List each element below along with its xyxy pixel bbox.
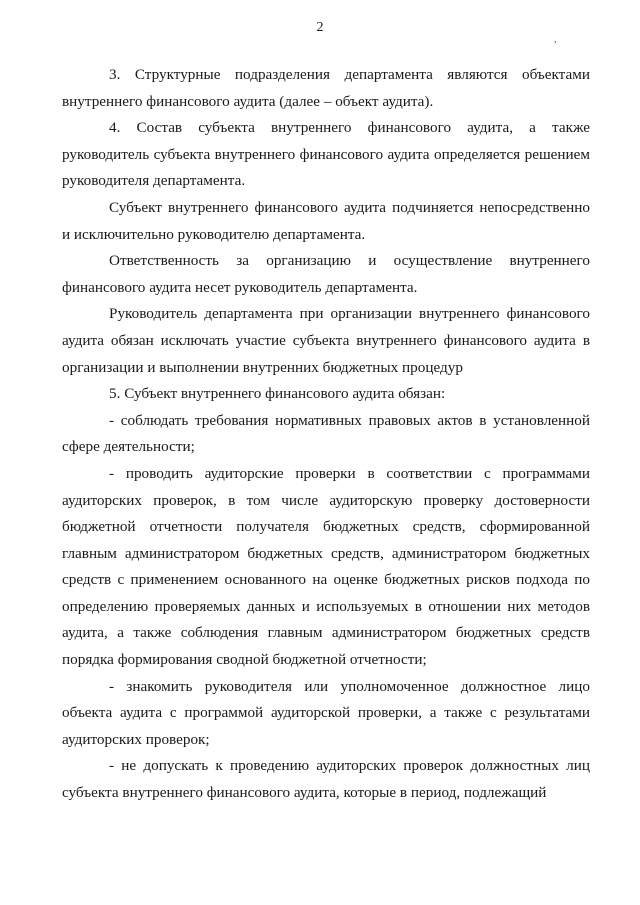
paragraph-responsibility: Ответственность за организацию и осуществление внутреннего финансового аудита несет руководитель департамента. [62, 252, 590, 296]
paragraph-subordination: Субъект внутреннего финансового аудита подчиняется непосредственно и исключительно руководителю департамента. [62, 198, 590, 243]
list-item-conduct-audits: - проводить аудиторские проверки в соответствии с программами аудиторских проверок, в том числе аудиторскую проверку достоверности бюджетной отчетности получателя бюджетных средств, сформированной главным администратором бюджетных средств, администратором бюджетных средств с применением основанного на оценке бюджетных рисков подхода по определению проверяемых данных и используемых в отношении них методов аудита, а также соблюдения главным администратором бюджетных средств порядка формирования сводной бюджетной отчетности; [62, 464, 590, 669]
list-item-inform-head: - знакомить руководителя или уполномоченное должностное лицо объекта аудита с программой аудиторской проверки, а также с результатами аудиторских проверок; [62, 677, 590, 748]
list-item-exclude-officials: - не допускать к проведению аудиторских проверок должностных лиц субъекта внутреннего финансового аудита, которые в период, подлежащий [62, 757, 590, 802]
document-body [62, 62, 590, 807]
paragraph-head-obligation: Руководитель департамента при организации внутреннего финансового аудита обязан исключать участие субъекта внутреннего финансового аудита в организации и выполнении внутренних бюджетных процедур [62, 305, 590, 376]
paragraph-structural-units: 3. Структурные подразделения департамента являются объектами внутреннего финансового аудита (далее – объект аудита). [62, 66, 590, 110]
list-item-comply-requirements: - соблюдать требования нормативных правовых актов в установленной сфере деятельности; [62, 411, 590, 456]
paragraph-composition: 4. Состав субъекта внутреннего финансового аудита, а также руководитель субъекта внутреннего финансового аудита определяется решением руководителя департамента. [62, 119, 590, 190]
paragraph-obligations-intro: 5. Субъект внутреннего финансового аудита обязан: [109, 385, 446, 403]
page-number: 2 [316, 20, 324, 35]
scan-mark: , [554, 34, 557, 45]
